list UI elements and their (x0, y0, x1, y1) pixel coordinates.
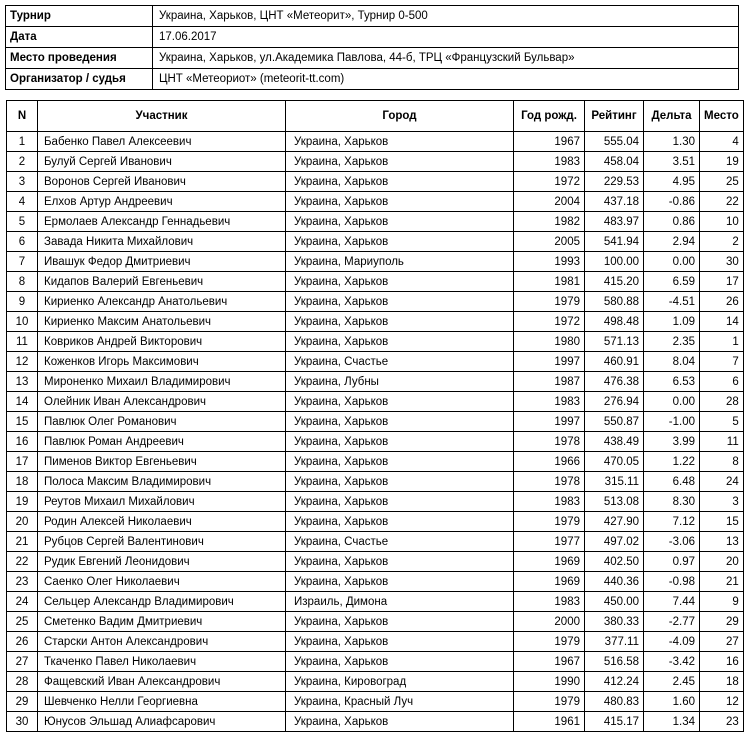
table-row (7, 312, 744, 332)
cell-delta: 3.51 (644, 152, 700, 172)
cell-place: 4 (700, 132, 744, 152)
cell-city: Украина, Харьков (286, 512, 514, 532)
cell-number: 1 (7, 132, 38, 152)
table-row (7, 572, 744, 592)
cell-city: Украина, Харьков (286, 432, 514, 452)
cell-city: Израиль, Димона (286, 592, 514, 612)
cell-birth-year: 1969 (514, 552, 585, 572)
cell-birth-year: 1961 (514, 712, 585, 732)
table-row (7, 492, 744, 512)
table-row (7, 712, 744, 732)
cell-number: 8 (7, 272, 38, 292)
cell-birth-year: 1972 (514, 312, 585, 332)
table-row (7, 232, 744, 252)
cell-birth-year: 1993 (514, 252, 585, 272)
cell-participant: Юнусов Эльшад Алиафсарович (38, 712, 286, 732)
cell-number: 17 (7, 452, 38, 472)
cell-delta: 3.99 (644, 432, 700, 452)
table-row (7, 352, 744, 372)
cell-number: 3 (7, 172, 38, 192)
cell-rating: 415.20 (585, 272, 644, 292)
cell-number: 25 (7, 612, 38, 632)
cell-delta: 1.34 (644, 712, 700, 732)
cell-delta: 0.86 (644, 212, 700, 232)
cell-number: 14 (7, 392, 38, 412)
cell-city: Украина, Харьков (286, 392, 514, 412)
cell-place: 15 (700, 512, 744, 532)
cell-place: 26 (700, 292, 744, 312)
header-delta: Дельта (644, 101, 700, 132)
cell-birth-year: 1983 (514, 152, 585, 172)
cell-city: Украина, Харьков (286, 472, 514, 492)
cell-place: 3 (700, 492, 744, 512)
cell-participant: Сметенко Вадим Дмитриевич (38, 612, 286, 632)
cell-number: 22 (7, 552, 38, 572)
cell-place: 30 (700, 252, 744, 272)
cell-city: Украина, Харьков (286, 632, 514, 652)
cell-city: Украина, Харьков (286, 172, 514, 192)
cell-number: 20 (7, 512, 38, 532)
cell-birth-year: 1983 (514, 492, 585, 512)
header-number: N (7, 101, 38, 132)
table-row (7, 132, 744, 152)
cell-place: 27 (700, 632, 744, 652)
info-label: Дата (6, 27, 153, 48)
cell-place: 1 (700, 332, 744, 352)
header-place: Место (700, 101, 744, 132)
cell-rating: 438.49 (585, 432, 644, 452)
cell-delta: 7.44 (644, 592, 700, 612)
cell-delta: 0.00 (644, 252, 700, 272)
info-value: Украина, Харьков, ул.Академика Павлова, 44-б, ТРЦ «Французский Бульвар» (153, 48, 739, 69)
cell-birth-year: 1972 (514, 172, 585, 192)
cell-rating: 377.11 (585, 632, 644, 652)
info-label: Турнир (6, 6, 153, 27)
cell-participant: Реутов Михаил Михайлович (38, 492, 286, 512)
cell-participant: Елхов Артур Андреевич (38, 192, 286, 212)
cell-city: Украина, Харьков (286, 572, 514, 592)
cell-place: 9 (700, 592, 744, 612)
cell-place: 12 (700, 692, 744, 712)
cell-city: Украина, Харьков (286, 652, 514, 672)
cell-number: 7 (7, 252, 38, 272)
cell-place: 2 (700, 232, 744, 252)
cell-delta: 6.53 (644, 372, 700, 392)
cell-rating: 450.00 (585, 592, 644, 612)
cell-participant: Павлюк Роман Андреевич (38, 432, 286, 452)
table-row (7, 272, 744, 292)
cell-city: Украина, Харьков (286, 412, 514, 432)
cell-delta: 1.22 (644, 452, 700, 472)
cell-participant: Фащевский Иван Александрович (38, 672, 286, 692)
tournament-info-body (6, 6, 739, 90)
cell-rating: 402.50 (585, 552, 644, 572)
cell-participant: Кириенко Максим Анатольевич (38, 312, 286, 332)
cell-birth-year: 2000 (514, 612, 585, 632)
cell-participant: Бабенко Павел Алексеевич (38, 132, 286, 152)
table-row (7, 652, 744, 672)
cell-place: 10 (700, 212, 744, 232)
cell-delta: 8.04 (644, 352, 700, 372)
cell-city: Украина, Харьков (286, 192, 514, 212)
table-row (7, 692, 744, 712)
cell-place: 24 (700, 472, 744, 492)
cell-number: 26 (7, 632, 38, 652)
table-row (7, 412, 744, 432)
cell-rating: 541.94 (585, 232, 644, 252)
header-city: Город (286, 101, 514, 132)
cell-participant: Рубцов Сергей Валентинович (38, 532, 286, 552)
cell-city: Украина, Харьков (286, 232, 514, 252)
cell-city: Украина, Харьков (286, 312, 514, 332)
cell-city: Украина, Харьков (286, 152, 514, 172)
cell-place: 29 (700, 612, 744, 632)
cell-participant: Олейник Иван Александрович (38, 392, 286, 412)
cell-place: 7 (700, 352, 744, 372)
cell-participant: Булуй Сергей Иванович (38, 152, 286, 172)
cell-number: 29 (7, 692, 38, 712)
cell-rating: 513.08 (585, 492, 644, 512)
cell-place: 17 (700, 272, 744, 292)
cell-rating: 315.11 (585, 472, 644, 492)
cell-place: 6 (700, 372, 744, 392)
cell-city: Украина, Харьков (286, 212, 514, 232)
cell-number: 23 (7, 572, 38, 592)
cell-number: 19 (7, 492, 38, 512)
cell-participant: Ткаченко Павел Николаевич (38, 652, 286, 672)
cell-delta: 0.97 (644, 552, 700, 572)
cell-participant: Пименов Виктор Евгеньевич (38, 452, 286, 472)
table-row (7, 152, 744, 172)
cell-rating: 550.87 (585, 412, 644, 432)
cell-birth-year: 1967 (514, 132, 585, 152)
table-row (7, 292, 744, 312)
cell-delta: 0.00 (644, 392, 700, 412)
results-table (6, 100, 744, 732)
table-row (7, 172, 744, 192)
cell-place: 5 (700, 412, 744, 432)
cell-birth-year: 1983 (514, 592, 585, 612)
cell-birth-year: 1979 (514, 692, 585, 712)
info-row (6, 48, 739, 69)
cell-rating: 229.53 (585, 172, 644, 192)
cell-delta: -3.06 (644, 532, 700, 552)
cell-city: Украина, Харьков (286, 492, 514, 512)
info-label: Место проведения (6, 48, 153, 69)
cell-place: 20 (700, 552, 744, 572)
cell-birth-year: 1997 (514, 412, 585, 432)
cell-number: 12 (7, 352, 38, 372)
cell-delta: 6.59 (644, 272, 700, 292)
cell-number: 10 (7, 312, 38, 332)
cell-participant: Старски Антон Александрович (38, 632, 286, 652)
cell-number: 27 (7, 652, 38, 672)
table-row (7, 372, 744, 392)
cell-delta: 2.94 (644, 232, 700, 252)
cell-city: Украина, Счастье (286, 532, 514, 552)
cell-rating: 100.00 (585, 252, 644, 272)
cell-number: 24 (7, 592, 38, 612)
cell-city: Украина, Харьков (286, 552, 514, 572)
cell-birth-year: 1978 (514, 472, 585, 492)
table-row (7, 672, 744, 692)
cell-rating: 555.04 (585, 132, 644, 152)
cell-birth-year: 1983 (514, 392, 585, 412)
info-value: Украина, Харьков, ЦНТ «Метеорит», Турнир 0-500 (153, 6, 739, 27)
cell-place: 14 (700, 312, 744, 332)
info-value: ЦНТ «Метеориот» (meteorit-tt.com) (153, 69, 739, 90)
cell-number: 6 (7, 232, 38, 252)
cell-delta: 2.35 (644, 332, 700, 352)
cell-city: Украина, Харьков (286, 452, 514, 472)
cell-city: Украина, Кировоград (286, 672, 514, 692)
cell-rating: 427.90 (585, 512, 644, 532)
cell-rating: 516.58 (585, 652, 644, 672)
cell-city: Украина, Харьков (286, 712, 514, 732)
cell-delta: 1.09 (644, 312, 700, 332)
table-row (7, 632, 744, 652)
cell-participant: Павлюк Олег Романович (38, 412, 286, 432)
cell-number: 13 (7, 372, 38, 392)
cell-birth-year: 1969 (514, 572, 585, 592)
cell-participant: Мироненко Михаил Владимирович (38, 372, 286, 392)
cell-city: Украина, Счастье (286, 352, 514, 372)
cell-place: 16 (700, 652, 744, 672)
cell-birth-year: 1990 (514, 672, 585, 692)
cell-number: 21 (7, 532, 38, 552)
cell-birth-year: 1979 (514, 632, 585, 652)
cell-place: 19 (700, 152, 744, 172)
cell-delta: 6.48 (644, 472, 700, 492)
cell-delta: 1.60 (644, 692, 700, 712)
cell-city: Украина, Харьков (286, 272, 514, 292)
cell-rating: 580.88 (585, 292, 644, 312)
cell-place: 25 (700, 172, 744, 192)
cell-rating: 415.17 (585, 712, 644, 732)
table-row (7, 472, 744, 492)
cell-rating: 437.18 (585, 192, 644, 212)
table-row (7, 332, 744, 352)
cell-place: 22 (700, 192, 744, 212)
cell-delta: 4.95 (644, 172, 700, 192)
cell-participant: Завада Никита Михайлович (38, 232, 286, 252)
cell-participant: Кидапов Валерий Евгеньевич (38, 272, 286, 292)
cell-birth-year: 2005 (514, 232, 585, 252)
cell-city: Украина, Харьков (286, 612, 514, 632)
cell-number: 11 (7, 332, 38, 352)
cell-number: 2 (7, 152, 38, 172)
cell-rating: 440.36 (585, 572, 644, 592)
cell-delta: -2.77 (644, 612, 700, 632)
cell-rating: 480.83 (585, 692, 644, 712)
cell-number: 4 (7, 192, 38, 212)
cell-rating: 483.97 (585, 212, 644, 232)
cell-birth-year: 1978 (514, 432, 585, 452)
table-row (7, 252, 744, 272)
cell-rating: 276.94 (585, 392, 644, 412)
cell-city: Украина, Харьков (286, 292, 514, 312)
table-row (7, 612, 744, 632)
table-row (7, 432, 744, 452)
cell-birth-year: 1967 (514, 652, 585, 672)
header-participant: Участник (38, 101, 286, 132)
cell-city: Украина, Харьков (286, 332, 514, 352)
cell-rating: 470.05 (585, 452, 644, 472)
cell-participant: Рудик Евгений Леонидович (38, 552, 286, 572)
cell-participant: Воронов Сергей Иванович (38, 172, 286, 192)
info-row (6, 27, 739, 48)
cell-participant: Полоса Максим Владимирович (38, 472, 286, 492)
cell-number: 15 (7, 412, 38, 432)
table-row (7, 192, 744, 212)
results-header-row (7, 101, 744, 132)
tournament-info-table (5, 5, 739, 90)
cell-birth-year: 1979 (514, 292, 585, 312)
cell-delta: -0.86 (644, 192, 700, 212)
cell-number: 9 (7, 292, 38, 312)
cell-rating: 380.33 (585, 612, 644, 632)
cell-participant: Ивашук Федор Дмитриевич (38, 252, 286, 272)
cell-number: 16 (7, 432, 38, 452)
cell-place: 11 (700, 432, 744, 452)
cell-delta: -1.00 (644, 412, 700, 432)
cell-number: 18 (7, 472, 38, 492)
cell-rating: 458.04 (585, 152, 644, 172)
cell-place: 21 (700, 572, 744, 592)
cell-participant: Саенко Олег Николаевич (38, 572, 286, 592)
info-row (6, 6, 739, 27)
cell-delta: -4.51 (644, 292, 700, 312)
cell-place: 23 (700, 712, 744, 732)
cell-rating: 571.13 (585, 332, 644, 352)
table-row (7, 592, 744, 612)
cell-city: Украина, Лубны (286, 372, 514, 392)
header-rating: Рейтинг (585, 101, 644, 132)
cell-birth-year: 1966 (514, 452, 585, 472)
cell-participant: Родин Алексей Николаевич (38, 512, 286, 532)
cell-participant: Ермолаев Александр Геннадьевич (38, 212, 286, 232)
cell-city: Украина, Харьков (286, 132, 514, 152)
cell-birth-year: 1997 (514, 352, 585, 372)
cell-number: 30 (7, 712, 38, 732)
cell-rating: 476.38 (585, 372, 644, 392)
cell-participant: Коженков Игорь Максимович (38, 352, 286, 372)
table-row (7, 532, 744, 552)
table-row (7, 512, 744, 532)
cell-delta: 1.30 (644, 132, 700, 152)
cell-participant: Шевченко Нелли Георгиевна (38, 692, 286, 712)
cell-birth-year: 2004 (514, 192, 585, 212)
cell-rating: 460.91 (585, 352, 644, 372)
cell-delta: 2.45 (644, 672, 700, 692)
cell-delta: -4.09 (644, 632, 700, 652)
cell-birth-year: 1981 (514, 272, 585, 292)
table-row (7, 392, 744, 412)
cell-city: Украина, Красный Луч (286, 692, 514, 712)
cell-delta: -0.98 (644, 572, 700, 592)
table-row (7, 452, 744, 472)
info-label: Организатор / судья (6, 69, 153, 90)
results-body (7, 132, 744, 732)
cell-birth-year: 1982 (514, 212, 585, 232)
cell-participant: Ковриков Андрей Викторович (38, 332, 286, 352)
cell-participant: Сельцер Александр Владимирович (38, 592, 286, 612)
cell-place: 8 (700, 452, 744, 472)
cell-delta: 7.12 (644, 512, 700, 532)
cell-number: 28 (7, 672, 38, 692)
info-value: 17.06.2017 (153, 27, 739, 48)
header-birth-year: Год рожд. (514, 101, 585, 132)
cell-city: Украина, Мариуполь (286, 252, 514, 272)
cell-rating: 412.24 (585, 672, 644, 692)
cell-delta: 8.30 (644, 492, 700, 512)
table-row (7, 552, 744, 572)
cell-number: 5 (7, 212, 38, 232)
cell-birth-year: 1987 (514, 372, 585, 392)
cell-place: 13 (700, 532, 744, 552)
cell-place: 18 (700, 672, 744, 692)
cell-birth-year: 1979 (514, 512, 585, 532)
cell-delta: -3.42 (644, 652, 700, 672)
cell-rating: 497.02 (585, 532, 644, 552)
info-row (6, 69, 739, 90)
cell-birth-year: 1977 (514, 532, 585, 552)
cell-place: 28 (700, 392, 744, 412)
cell-rating: 498.48 (585, 312, 644, 332)
cell-participant: Кириенко Александр Анатольевич (38, 292, 286, 312)
cell-birth-year: 1980 (514, 332, 585, 352)
table-row (7, 212, 744, 232)
